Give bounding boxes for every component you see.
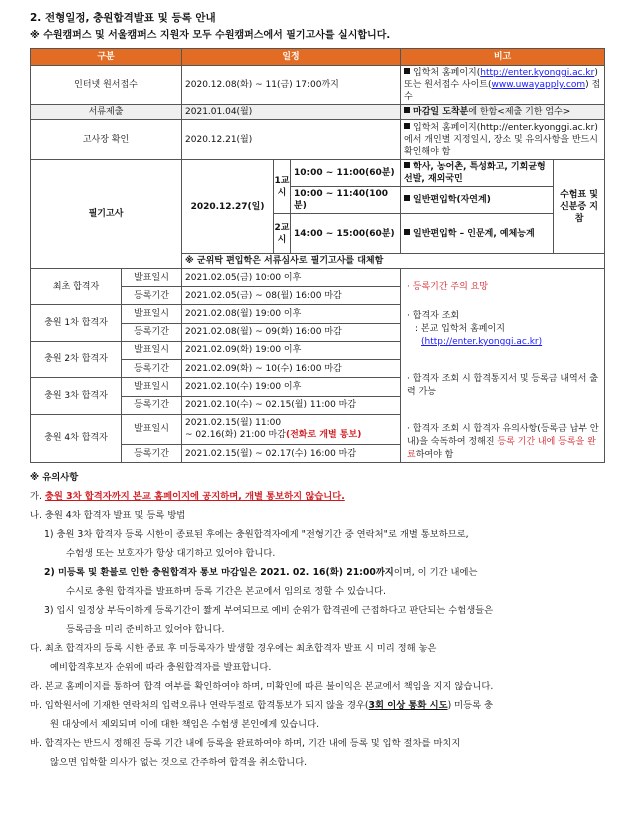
announce-label: 발표일시 <box>122 341 182 360</box>
bullet-square-icon <box>404 162 410 168</box>
materials-note: 수험표 및 신분증 지참 <box>554 160 605 254</box>
written-date: 2020.12.27(일) <box>182 160 274 254</box>
register-label: 등록기간 <box>122 445 182 463</box>
period1-target2: 일반편입학(자연계) <box>401 187 554 214</box>
period1-target1: 학사, 농어촌, 특성화고, 기회균형선발, 재외국민 <box>401 160 554 187</box>
exam-check-label: 고사장 확인 <box>31 120 182 160</box>
note-na: 나. 충원 4차 합격자 발표 및 등록 방법 <box>30 510 186 521</box>
internet-note: 입학처 홈페이지(http://enter.kyonggi.ac.kr) 또는 원서접수 사이트(www.uwayapply.com) 접수 <box>401 66 605 105</box>
period-1: 1교시 <box>274 160 291 214</box>
note-ba-a: 바. 합격자는 반드시 정해진 등록 기간 내에 등록을 완료하여야 하며, 기간 내에 등록 및 입학 절차를 마치지 <box>30 738 461 749</box>
register-value: 2021.02.05(금) ~ 08(월) 16:00 마감 <box>182 287 401 305</box>
row-round-initial-announce <box>31 269 605 287</box>
announce-label: 발표일시 <box>122 378 182 397</box>
announce-value: 2021.02.15(월) 11:00 ~ 02.16(화) 21:00 마감(전화로 개별 통보) <box>182 414 401 445</box>
register-label: 등록기간 <box>122 360 182 378</box>
note-da-b: 예비합격후보자 순위에 따라 충원합격자를 발표합니다. <box>50 662 272 673</box>
exam-check-schedule: 2020.12.21(월) <box>182 120 401 160</box>
enter-link[interactable]: http://enter.kyonggi.ac.kr <box>480 68 595 78</box>
note-da-a: 다. 최초 합격자의 등록 시한 종료 후 미등록자가 발생할 경우에는 최초합격자 발표 시 미리 정해 놓은 <box>30 643 437 654</box>
docs-note: 마감일 도착분에 한함<제출 기한 엄수> <box>401 105 605 120</box>
register-value: 2021.02.15(월) ~ 02.17(수) 16:00 마감 <box>182 445 401 463</box>
note-na3a: 3) 입시 일정상 부득이하게 등록기간이 짧게 부여되므로 예비 순위가 합격권에 근접하다고 판단되는 수험생들은 <box>44 605 494 616</box>
docs-label: 서류제출 <box>31 105 182 120</box>
campus-note: ※ 수원캠퍼스 및 서울캠퍼스 지원자 모두 수원캠퍼스에서 필기고사를 실시합니다. <box>30 30 391 41</box>
round-label: 최초 합격자 <box>31 269 122 305</box>
announce-label: 발표일시 <box>122 414 182 445</box>
remark-result-check: · 합격자 조회 <box>407 311 460 321</box>
period2-target: 일반편입학 – 인문계, 예체능계 <box>401 214 554 254</box>
note-ga: 가. 충원 3차 합격자까지 본교 홈페이지에 공지하며, 개별 통보하지 않습니다. <box>30 491 345 502</box>
military-note: ※ 군위탁 편입학은 서류심사로 필기고사를 대체함 <box>182 254 605 269</box>
exam-check-note: 입학처 홈페이지(http://enter.kyonggi.ac.kr)에서 개인별 지정일시, 장소 및 유의사항을 반드시 확인해야 함 <box>401 120 605 160</box>
row-document-submission <box>31 105 605 120</box>
remarks-cell <box>401 269 605 463</box>
announce-label: 발표일시 <box>122 305 182 324</box>
notes-heading: ※ 유의사항 <box>30 472 79 483</box>
note-ma-b: 원 대상에서 제외되며 이에 대한 책임은 수험생 본인에게 있습니다. <box>50 719 320 730</box>
note-na2b: 수시로 충원 합격자를 발표하며 등록 기간은 본교에서 임의로 정할 수 있습니다. <box>66 586 386 597</box>
note-ma-a: 마. 입학원서에 기재한 연락처의 입력오류나 연락두절로 합격통보가 되지 않을 경우(3회 이상 통화 시도) 미등록 충 <box>30 700 494 711</box>
register-label: 등록기간 <box>122 396 182 414</box>
notes-section <box>30 468 604 772</box>
header-schedule: 일정 <box>182 49 401 66</box>
remark-homepage-link[interactable]: (http://enter.kyonggi.ac.kr) <box>421 337 543 347</box>
bullet-square-icon <box>404 107 410 113</box>
register-value: 2021.02.08(월) ~ 09(화) 16:00 마감 <box>182 323 401 341</box>
note-na3b: 등록금을 미리 준비하고 있어야 합니다. <box>66 624 225 635</box>
announce-label: 발표일시 <box>122 269 182 287</box>
note-ba-b: 않으면 입학할 의사가 없는 것으로 간주하여 합격을 취소합니다. <box>50 757 308 768</box>
remark-homepage: : 본교 입학처 홈페이지 <box>415 324 505 334</box>
register-value: 2021.02.09(화) ~ 10(수) 16:00 마감 <box>182 360 401 378</box>
note-ra: 라. 본교 홈페이지를 통하여 합격 여부를 확인하여야 하며, 미확인에 따른 불이익은 본교에서 책임을 지지 않습니다. <box>30 681 494 692</box>
register-value: 2021.02.10(수) ~ 02.15(월) 11:00 마감 <box>182 396 401 414</box>
round-label: 충원 2차 합격자 <box>31 341 122 378</box>
internet-schedule: 2020.12.08(화) ~ 11(금) 17:00까지 <box>182 66 401 105</box>
remark-register-deadline: · 합격자 조회 시 합격자 유의사항(등록금 납부 안내)을 숙독하여 정해진 등록 기간 내에 등록을 완료하여야 함 <box>407 424 599 460</box>
period1-time2: 10:00 ~ 11:40(100분) <box>291 187 401 214</box>
period2-time: 14:00 ~ 15:00(60분) <box>291 214 401 254</box>
bullet-square-icon <box>404 68 410 74</box>
note-na1b: 수험생 또는 보호자가 항상 대기하고 있어야 합니다. <box>66 548 276 559</box>
table-header-row <box>31 49 605 66</box>
round-label: 충원 3차 합격자 <box>31 378 122 415</box>
note-na2a: 2) 미등록 및 환불로 인한 충원합격자 통보 마감일은 2021. 02. 16(화) 21:00까지이며, 이 기간 내에는 <box>44 567 478 578</box>
announce-value: 2021.02.05(금) 10:00 이후 <box>182 269 401 287</box>
bullet-square-icon <box>404 229 410 235</box>
register-label: 등록기간 <box>122 287 182 305</box>
period1-time1: 10:00 ~ 11:00(60분) <box>291 160 401 187</box>
header-category: 구분 <box>31 49 182 66</box>
note-na1a: 1) 충원 3차 합격자 등록 시한이 종료된 후에는 충원합격자에게 "전형기간 중 연락처"로 개별 통보하므로, <box>44 529 469 540</box>
internet-label: 인터넷 원서접수 <box>31 66 182 105</box>
remark-register-caution: · 등록기간 주의 요망 <box>407 282 489 292</box>
register-label: 등록기간 <box>122 323 182 341</box>
section-title: 2. 전형일정, 충원합격발표 및 등록 안내 <box>30 12 216 24</box>
announce-value: 2021.02.08(월) 19:00 이후 <box>182 305 401 324</box>
remark-print-notice: · 합격자 조회 시 합격통지서 및 등록금 내역서 출력 가능 <box>407 374 598 397</box>
docs-schedule: 2021.01.04(월) <box>182 105 401 120</box>
admission-schedule-section <box>30 10 604 772</box>
schedule-table <box>30 48 605 463</box>
written-label: 필기고사 <box>31 160 182 269</box>
round-label: 충원 1차 합격자 <box>31 305 122 342</box>
period-2: 2교시 <box>274 214 291 254</box>
bullet-square-icon <box>404 195 410 201</box>
round-label: 충원 4차 합격자 <box>31 414 122 463</box>
uway-link[interactable]: www.uwayapply.com <box>491 80 586 90</box>
header-remarks: 비고 <box>401 49 605 66</box>
announce-value: 2021.02.10(수) 19:00 이후 <box>182 378 401 397</box>
announce-value: 2021.02.09(화) 19:00 이후 <box>182 341 401 360</box>
bullet-square-icon <box>404 123 410 129</box>
row-exam-check <box>31 120 605 160</box>
row-internet-application <box>31 66 605 105</box>
row-written-exam-1 <box>31 160 605 187</box>
